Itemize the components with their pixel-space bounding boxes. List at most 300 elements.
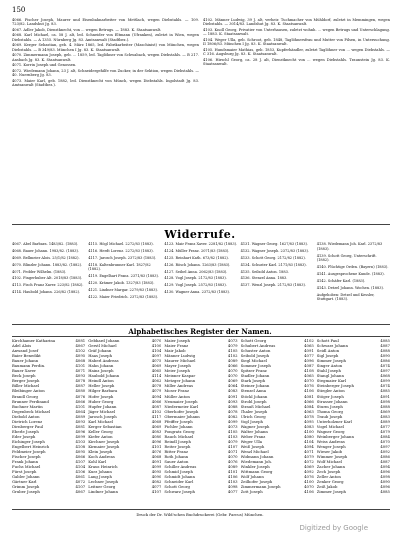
index-name: Gräf Johann [88,348,112,354]
widerruf-entry: 4135. Seibold Anton. 1883. [240,269,289,274]
index-number: 4086 [380,358,390,364]
index-name: Pfeiffer Joseph [164,418,193,424]
index-number: 4087 [151,403,162,409]
index-number: 4076 [304,383,314,389]
index-name: Zimmermann Joseph [240,484,281,490]
index-name: Wimmer Joseph [316,454,348,460]
index-number: 4099 [75,433,86,439]
index-number: 4107 [75,459,86,465]
index-number: 4095 [304,418,314,424]
index-number: 4090 [151,474,162,480]
index-name: Wolf Johann [240,474,264,480]
widerruf-entry: 4102. Fingerhuber Alt. 2018/83 (1883). [12,276,83,281]
index-number: 4083 [304,423,314,429]
index-number: 4104 [304,438,314,444]
index-number: 4068 [151,454,162,460]
index-columns [12,338,390,494]
index-name: Wagner Joseph [240,423,270,429]
index-name: Schwarz Johann [316,343,348,349]
index-number: 4063 [304,408,314,414]
index-number: 4078 [304,413,314,419]
index-column [88,338,161,494]
index-number: 4086 [380,454,390,460]
index-name: Haubold Johann [88,373,120,379]
index-name: Kraus Heinrich [88,464,118,470]
index-number: 4097 [380,443,390,449]
widerruf-entry: 4124. Müller Franz. 2071/83 (1883). [164,248,230,253]
index-number: 4096 [151,438,162,444]
widerruf-entry: 4127. Seibel Anna. 2062/83 (1883). [164,269,228,274]
index-row [88,489,161,494]
index-name: Keller Georg [88,428,113,434]
index-number: 4101 [151,443,162,449]
notice-entry: 4106. Hirschl Georg, ca. 28 J. alt, Dienstknecht von ... wegen Diebstahls. Traunstein Jg. 83. K. Staatsanwalt. [203,57,390,67]
index-name: Stark Joseph [240,378,266,384]
index-number: 4097 [151,353,162,359]
notice-entry: 4072. Wiedemann Johann, 23 J. alt, Schneidergehilfe von Zucker, in der Sektion, wegen Diebstahls. — 40. Nuernberg Jg. 83. [12,68,199,78]
index-number: 4095 [75,353,86,359]
widerruf-entry: 4143. Detzel Johann. Wochen. (1883). [316,285,384,290]
widerrufe-column [164,242,237,304]
index-name: Eichinger Joseph [12,438,45,444]
widerruf-entry: 4126. Rösch Johann. 1263/83 (1883). [164,262,231,267]
page-number: 150 [12,6,26,14]
index-number: 4094 [380,464,390,470]
index-number: 4079 [304,454,314,460]
index-number: 4114 [151,373,162,379]
index-number: 4068 [75,358,86,364]
index-number: 4073 [227,338,238,343]
index-name: Beck Joseph [12,373,36,379]
notice-entry: 4104. Weger Ulla, geb. Schroot, geb. 1848, Taglöhnersfrau und Mutter von Pilsen, in Untersuchung. II 1806/83. München I Jg. 83. K. Staatsanwalt. [203,37,390,47]
index-name: Jäger Michael [88,408,116,414]
widerruf-entry: 4142. Schäfer Karl. (1883). [316,278,366,283]
widerruf-entry: 4116. Herdt Lorenz. 2272/83 (1883). [88,248,154,253]
index-name: Gruber Joseph [12,489,40,495]
index-number: 4098 [380,398,390,404]
index-name: Gärtner Karl [12,479,37,485]
index-name: Mair Jakob [164,348,186,354]
index-number: 4087 [380,343,390,349]
section-rule [12,324,390,325]
widerrufe-column [241,242,314,304]
index-name: Vogl Joseph [240,418,264,424]
widerrufe-heading: Widerrufe. [164,228,236,241]
index-name: Sigl Joseph [316,353,339,359]
index-number: 4096 [75,428,86,434]
index-name: Hahn Johann [88,363,114,369]
widerruf-entry: 4140. Flüchtige Orden. (Bayern) (1883). [316,265,389,270]
notice-entry: 4073. Maier Karl, geb. 1882, led. Dienstknecht von Münch, wegen Diebstahls. Ingolstadt Jg. 83. Amtsanwalt (Stadtbez.). [12,78,199,87]
index-name: Maier Franz [164,343,189,349]
index-number: 4095 [75,449,86,455]
index-number: 4090 [380,353,390,359]
index-name: Pongratz Georg [164,428,195,434]
index-number: 4083 [151,428,162,434]
index-number: 4085 [380,388,390,394]
widerruf-entry: 4071. Fedder Wilhelm. (1883). [12,269,67,274]
digitized-watermark: Digitized by Google [299,524,368,532]
index-name: Zenker Georg [316,479,344,485]
index-number: 4091 [151,459,162,465]
index-number: 4085 [380,338,390,343]
index-name: Männer Ludwig [164,353,195,359]
index-name: Jarosch Joseph [88,413,117,419]
index-number: 4066 [151,398,162,404]
index-name: Haberl Andreas [88,358,119,364]
index-number: 4074 [380,363,390,369]
index-name: Sturm Joseph [316,403,343,409]
index-number: 4079 [227,438,238,444]
index-name: Lindner Johann [88,489,118,495]
index-name: Sommer Joseph [240,363,271,369]
notice-entry: 4070. Zimmermann Joseph, geb. ... 1859, led. Taglöhner von Schwabach, wegen Diebstahls. — B 217. Ansbach Jg. 83. K. Staatsanwalt. [12,53,199,62]
index-number: 4104 [75,464,86,470]
index-name: Obermaier Johann [164,413,200,419]
index-name: Zeiß Jakob [316,484,338,490]
index-number: 4103 [227,433,238,439]
notice-entry: 4066. Fischer Joseph, Maurer und Eisenbahnarbeiter von Mettlach, wegen Diebstahls. — 109. 723/82. Landshut Jg. 83. [12,18,199,27]
index-name: Wagner Georg [316,428,345,434]
widerruf-entry: 4139. Schott Georg, Unterschrift. (1882). [316,253,377,263]
index-number: 4070 [227,373,238,379]
index-name: Roth Johann [164,454,189,460]
index-number: 4069 [380,408,390,414]
index-number: 4077 [380,423,390,429]
index-number: 4066 [304,398,314,404]
widerruf-entry: 4133. Schott Georg. 2172/82 (1882). [240,255,306,260]
index-name: Schott Georg [240,338,267,343]
index-name: Seidl Anton [316,348,340,354]
index-number: 4092 [304,469,314,475]
index-name: Hofer Joseph [88,393,114,399]
index-number: 4090 [380,479,390,485]
index-number: 4102 [304,338,314,343]
index-name: Zacher Johann [316,464,345,470]
index-name: Stadler Johann [240,373,270,379]
index-number: 4093 [75,373,86,379]
index-number: 4062 [151,378,162,384]
index-number: 4077 [304,353,314,359]
index-number: 4068 [151,418,162,424]
index-number: 4069 [227,378,238,384]
index-name: Thoma Georg [316,408,343,414]
index-name: Schiller Andreas [164,464,197,470]
index-number: 4096 [380,484,390,490]
index-number: 4089 [227,358,238,364]
widerruf-entry: 4122. Maier Friedrich. 2372/83 (1883). [88,294,159,299]
index-column [317,338,390,494]
index-name: Vogel Michael [316,423,344,429]
widerrufe-columns [12,242,390,304]
index-column [12,338,85,494]
index-number: 4083 [227,388,238,394]
index-number: 4091 [304,348,314,354]
index-name: Feldmeier Joseph [12,449,46,455]
index-name: Meier Joseph [164,368,190,374]
notice-columns [12,18,390,88]
index-number: 4106 [227,474,238,480]
notice-entry: 4102. Männer Ludwig, 39 J. alt, verheir. Tuchmacher von Mühldorf, zuletzt in Memmingen, wegen Diebstahls. — 3014/83. Landshut Jg. 83. K. Staatsanwalt. [203,18,390,27]
index-name: Frank Johann [12,459,39,465]
index-name: Seibold Joseph [240,353,270,359]
index-name: Fuchs Michael [12,464,41,470]
notice-entry: 4068. Karl Michael, ca. 58 J. alt, led. Schneider von Eltmann (Ufranken), zuletzt in Wien, wegen Diebstahls. — A 1355. Nürnberg Jg. 83. Amtsanwalt (Stadtbez.). [12,33,199,42]
index-name: Anwand Josef [12,348,39,354]
index-number: 4091 [227,393,238,399]
index-number: 4082 [151,479,162,485]
index-number: 4068 [380,373,390,379]
index-name: Steiner Johann [240,383,270,389]
index-name: Steinberger Joseph [316,383,354,389]
index-name: Unterholzner Karl [316,418,352,424]
section-rule [12,336,390,337]
index-name: Zeilhofer Joseph [240,479,273,485]
widerruf-entry: 4130. Wagner Anna. 2372/83 (1883). [164,290,231,295]
index-name: Schott Paul [316,338,339,343]
index-number: 4066 [75,398,86,404]
index-number: 4100 [304,428,314,434]
index-number: 4089 [75,413,86,419]
index-name: Stiegler Anton [316,388,345,394]
widerruf-entry: 4118. Kaltenbrunner Karl. 1827/82 (1882). [88,262,151,272]
index-number: 4070 [227,454,238,460]
notice-entry: 4103. Knoll Georg, Privatier von Unterhausen, zuletzt wohnh. ... wegen Betrugs und Unterschlagung. — 1883. K. Staatsanwalt. [203,27,390,37]
index-number: 4070 [380,438,390,444]
index-number: 4072 [75,479,86,485]
index-number: 4096 [380,469,390,475]
index-name: Hainz Joseph [88,368,114,374]
index-number: 4098 [380,474,390,480]
index-heading: Alphabetisches Register der Namen. [128,327,272,336]
index-name: Gabler Johann [12,474,40,480]
widerruf-entry: 4067. Abel Barbara. 1483/82. (1883). [12,242,79,246]
index-name: Huber Georg [88,398,114,404]
index-number: 4089 [380,418,390,424]
index-number: 4096 [304,358,314,364]
index-number: 4087 [75,383,86,389]
index-number: 4107 [227,443,238,449]
index-name: Grimm Joseph [12,484,40,490]
index-number: 4108 [304,368,314,374]
widerruf-entry: 4115. Högl Michael. 2272/83 (1883). [88,242,154,246]
index-number: 4101 [75,403,86,409]
index-name: Fürst Joseph [12,469,37,475]
widerruf-entry: 4114. Haubold Johann. 226/82 (1882). [12,290,81,295]
index-name: Gerstl Michael [88,343,117,349]
widerruf-entry: 4117. Jarosch Joseph. 2372/83 (1883). [88,255,157,260]
index-column [164,338,237,494]
index-number: 4064 [227,383,238,389]
index-name: Thaler Joseph [240,408,268,414]
index-name: Bauer Xaver [12,368,36,374]
notice-column-left [12,18,199,88]
index-number: 4104 [151,348,162,354]
index-name: Maurer Michael [164,358,196,364]
printer-footer: Druck der Dr. Wild'schen Buchdruckerei (Gebr. Parcus) München. [136,512,264,517]
index-number: 4069 [304,464,314,470]
widerruf-entry: 4068. Bauer Johann. 1983/82. (1883). [12,248,80,253]
index-name: Spitzer Franz [240,368,267,374]
notice-entry: 4067. Adler Jakob, Dienstknecht, von ... wegen Betrugs. — 1883. K. Staatsanwalt. [12,27,162,32]
index-number: 4077 [227,489,238,495]
section-rule [12,509,390,510]
index-number: 4092 [380,449,390,455]
index-name: Weber Franz [240,433,266,439]
index-number: 4076 [151,449,162,455]
index-name: Weiss Andreas [316,438,345,444]
index-number: 4061 [75,474,86,480]
widerruf-entry: 4070. Blinzler Johann. 1883/82. (1882). [12,262,83,267]
widerruf-entry: 4141. Ausgesprochene Kunde. (1883). [316,272,385,277]
index-name: Zeller Anton [316,474,341,480]
index-name: Bleibinger Anton [12,388,45,394]
widerruf-entry: Aufgehoben: Detzel und Kessler, Stuttgart. (1883). [316,292,375,302]
index-number: 4107 [151,489,162,495]
index-number: 4103 [227,479,238,485]
widerruf-entry: 4136. Stenzel Anna. 1883. [240,276,288,281]
index-number: 4065 [304,373,314,379]
index-number: 4093 [227,398,238,404]
index-number: 4078 [75,378,86,384]
index-name: Kiefer Anton [88,433,113,439]
index-name: Kohl Karl [88,459,107,465]
index-name: Schmid Joseph [164,469,193,475]
index-name: Schott Georg [164,484,190,490]
index-number: 4084 [380,433,390,439]
index-name: Berger Joseph [12,378,40,384]
index-name: Lechner Joseph [88,479,119,485]
index-number: 4094 [304,443,314,449]
index-number: 4089 [227,464,238,470]
index-number: 4088 [380,403,390,409]
index-number: 4105 [227,348,238,354]
index-name: Kurz Johann [88,469,112,475]
index-number: 4085 [380,489,390,495]
index-number: 4102 [75,348,86,354]
index-name: Strobl Joseph [240,398,267,404]
widerruf-entry: 4113. Fisch Franz Xaver. 223/82 (1882). [12,283,84,288]
widerruf-entry: 4132. Wagner Joseph. 2372/83 (1883). [240,248,309,253]
index-name: Miller Andreas [164,383,194,389]
widerrufe-column [317,242,390,304]
index-row [164,489,237,494]
widerruf-entry: 4123. Mair Franz Xaver. 2281/82 (1883). [164,242,238,246]
widerruf-entry: 4131. Wagner Georg. 1627/83 (1883). [240,242,308,246]
index-name: Stenzel Anna [240,388,266,394]
index-name: Simmer Joseph [316,358,346,364]
index-name: Schmidt Johann [164,474,195,480]
index-number: 4099 [151,464,162,470]
notice-entry: 4069. Kerger Sebastian, geb. 4. März 1865, led. Fabrikarbeiter (Maschinist) von München, wegen Diebstahls. — B 349/83. München I Jg. 83. K. Staatsanwalt. [12,43,199,52]
widerruf-entry: 4134. Schuster Karl. 2171/83 (1883). [240,262,307,267]
index-name: Wiedemann Joh. [240,459,272,465]
index-name: Schuster Anton [240,348,271,354]
index-number: 4079 [151,388,162,394]
index-number: 4106 [75,469,86,475]
index-name: Lang Joseph [88,474,112,480]
index-name: Siegl Michael [240,358,267,364]
index-name: Traub Joseph [316,413,343,419]
widerruf-entry: 4137. Wenzl Joseph. 2172/83 (1883). [240,283,306,288]
index-name: Baier Benedikt [12,353,41,359]
index-name: Brunner Ferdinand [12,398,49,404]
index-name: Schneider Karl [164,479,194,485]
index-name: Weiß Joseph [240,443,265,449]
index-name: Karl Michael [88,418,113,424]
widerruf-entry: 4138. Wiedemann Joh. Karl. 2372/83 (1883). [316,242,383,251]
index-number: 4088 [227,403,238,409]
index-name: Kirchhamer Katharina [12,338,56,343]
index-number: 4072 [304,459,314,465]
index-number: 4100 [151,343,162,349]
index-number: 4071 [227,449,238,455]
index-number: 4105 [227,428,238,434]
index-number: 4093 [75,418,86,424]
index-name: Wolf Michael [316,459,342,465]
index-number: 4066 [75,454,86,460]
index-name: Schwarz Joseph [164,489,195,495]
notice-entry: 4071. Korrin Joseph und Genossen. [12,63,77,68]
index-number: 4087 [380,459,390,465]
index-name: Hupfer Johann [88,403,117,409]
widerrufe-column [12,242,85,304]
index-number: 4064 [75,408,86,414]
index-number: 4099 [227,418,238,424]
index-name: Degenbeck Michael [12,408,51,414]
index-row [241,489,314,494]
index-number: 4076 [227,459,238,465]
index-number: 4107 [75,484,86,490]
index-number: 4073 [227,423,238,429]
widerruf-entry: 4128. Vogl Joseph. 2172/83 (1883). [164,276,227,281]
index-name: Metzger Johann [164,378,196,384]
index-number: 4101 [75,363,86,369]
index-number: 4106 [304,388,314,394]
index-name: Eberle Joseph [12,428,39,434]
index-row [12,489,85,494]
index-number: 4098 [227,484,238,490]
index-number: 4067 [75,343,86,349]
index-number: 4087 [304,363,314,369]
index-number: 4101 [227,469,238,475]
index-name: Eder Joseph [12,433,36,439]
section-rule [12,224,390,225]
index-number: 4076 [304,474,314,480]
index-name: Meixner Kaspar [164,373,196,379]
index-number: 4074 [380,383,390,389]
index-number: 4099 [380,378,390,384]
index-name: Baumann Ferdin. [12,363,46,369]
index-number: 4084 [304,403,314,409]
index-number: 4078 [227,408,238,414]
index-name: Stangl Johann [316,373,344,379]
index-number: 4070 [151,338,162,343]
widerruf-entry: 4121. Lindner Margar. 2279/83 (1883). [88,288,158,293]
index-number: 4082 [227,413,238,419]
index-name: Niedermeier Karl [164,403,199,409]
index-name: Koch Andreas [88,454,115,460]
index-number: 4097 [380,368,390,374]
index-name: Weger Ulla [240,438,263,444]
index-number: 4070 [227,368,238,374]
index-name: Engelbert Heinrich [12,443,50,449]
index-name: Kerger Sebastian [88,423,122,429]
index-name: Winkler Joseph [240,464,270,470]
index-number: 4080 [151,433,162,439]
index-name: Wieser Jakob [316,449,343,455]
index-row [317,489,390,494]
